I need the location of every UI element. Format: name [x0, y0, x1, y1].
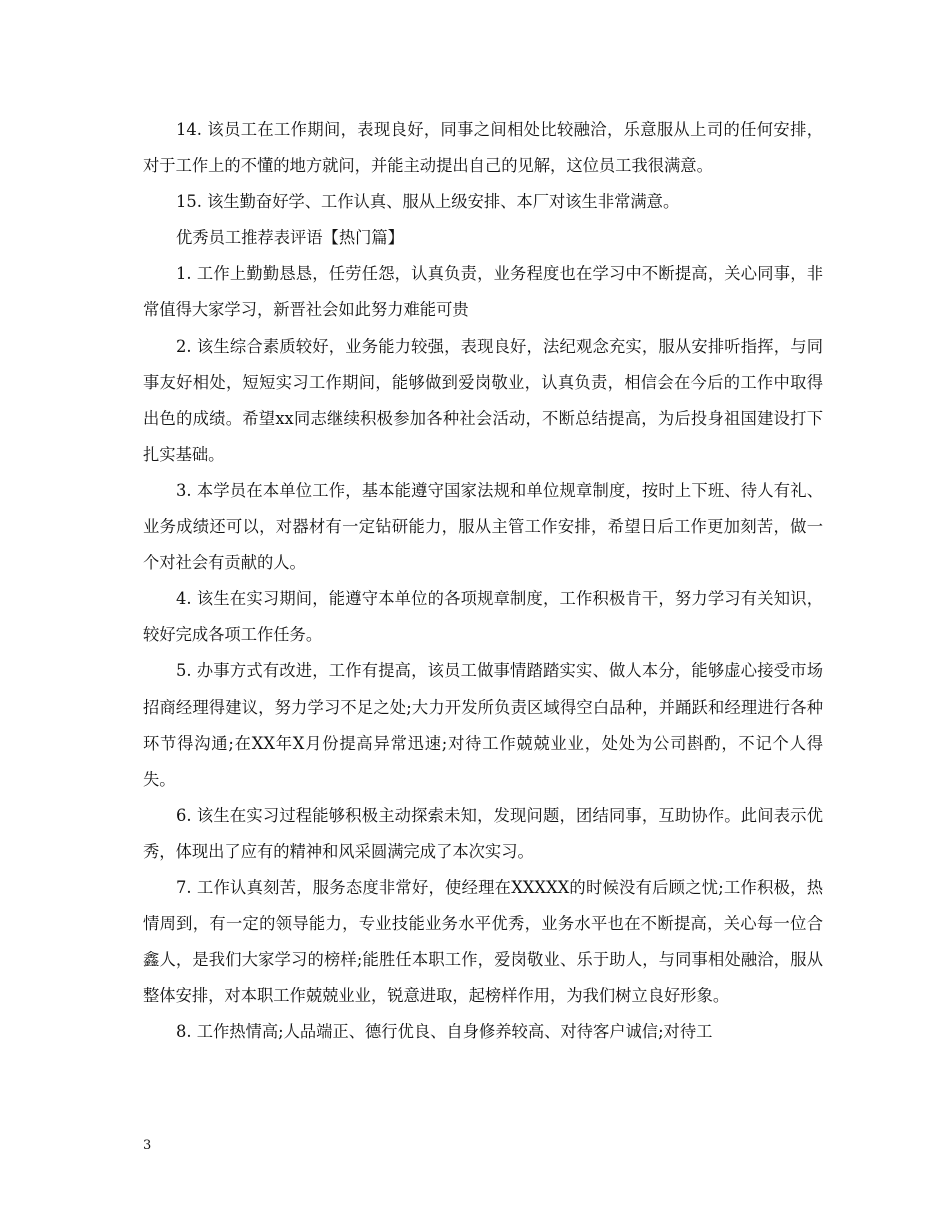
document-body: [143, 112, 823, 1050]
paragraph-evaluation-6: 6. 该生在实习过程能够积极主动探索未知，发现问题，团结同事，互助协作。此间表示优秀，体现出了应有的精神和风采圆满完成了本次实习。: [143, 805, 823, 861]
paragraph-evaluation-2: 2. 该生综合素质较好，业务能力较强，表现良好，法纪观念充实，服从安排听指挥，与同事友好相处，短短实习工作期间，能够做到爱岗敬业，认真负责，相信会在今后的工作中取得出色的成绩。希望xx同志继续积极参加各种社会活动，不断总结提高，为后投身祖国建设打下扎实基础。: [143, 336, 823, 464]
paragraph-evaluation-14: 14. 该员工在工作期间，表现良好，同事之间相处比较融洽，乐意服从上司的任何安排，对于工作上的不懂的地方就问，并能主动提出自己的见解，这位员工我很满意。: [143, 120, 823, 176]
paragraph-evaluation-7: 7. 工作认真刻苦，服务态度非常好，使经理在XXXXX的时候没有后顾之忧;工作积极，热情周到，有一定的领导能力，专业技能业务水平优秀，业务水平也在不断提高，关心每一位合鑫人，是我们大家学习的榜样;能胜任本职工作，爱岗敬业、乐于助人，与同事相处融洽，服从整体安排，对本职工作兢兢业业，锐意进取，起榜样作用，为我们树立良好形象。: [143, 877, 823, 1006]
paragraph-evaluation-3: 3. 本学员在本单位工作，基本能遵守国家法规和单位规章制度，按时上下班、待人有礼、业务成绩还可以，对器材有一定钻研能力，服从主管工作安排，希望日后工作更加刻苦，做一个对社会有贡献的人。: [143, 480, 823, 573]
paragraph-evaluation-1: 1. 工作上勤勤恳恳，任劳任怨，认真负责，业务程度也在学习中不断提高，关心同事，非常值得大家学习，新晋社会如此努力难能可贵: [143, 264, 823, 320]
page-number: 3: [143, 1138, 152, 1153]
paragraph-evaluation-5: 5. 办事方式有改进，工作有提高，该员工做事情踏踏实实、做人本分，能够虚心接受市场招商经理得建议，努力学习不足之处;大力开发所负责区域得空白品种，并踊跃和经理进行各种环节得沟通;在XX年X月份提高异常迅速;对待工作兢兢业业，处处为公司斟酌，不记个人得失。: [143, 661, 823, 789]
section-heading: 优秀员工推荐表评语【热门篇】: [176, 228, 404, 248]
paragraph-evaluation-4: 4. 该生在实习期间，能遵守本单位的各项规章制度，工作积极肯干，努力学习有关知识，较好完成各项工作任务。: [143, 589, 823, 645]
paragraph-evaluation-15: 15. 该生勤奋好学、工作认真、服从上级安排、本厂对该生非常满意。: [176, 192, 680, 212]
paragraph-evaluation-8: 8. 工作热情高;人品端正、德行优良、自身修养较高、对待客户诚信;对待工: [176, 1022, 713, 1042]
